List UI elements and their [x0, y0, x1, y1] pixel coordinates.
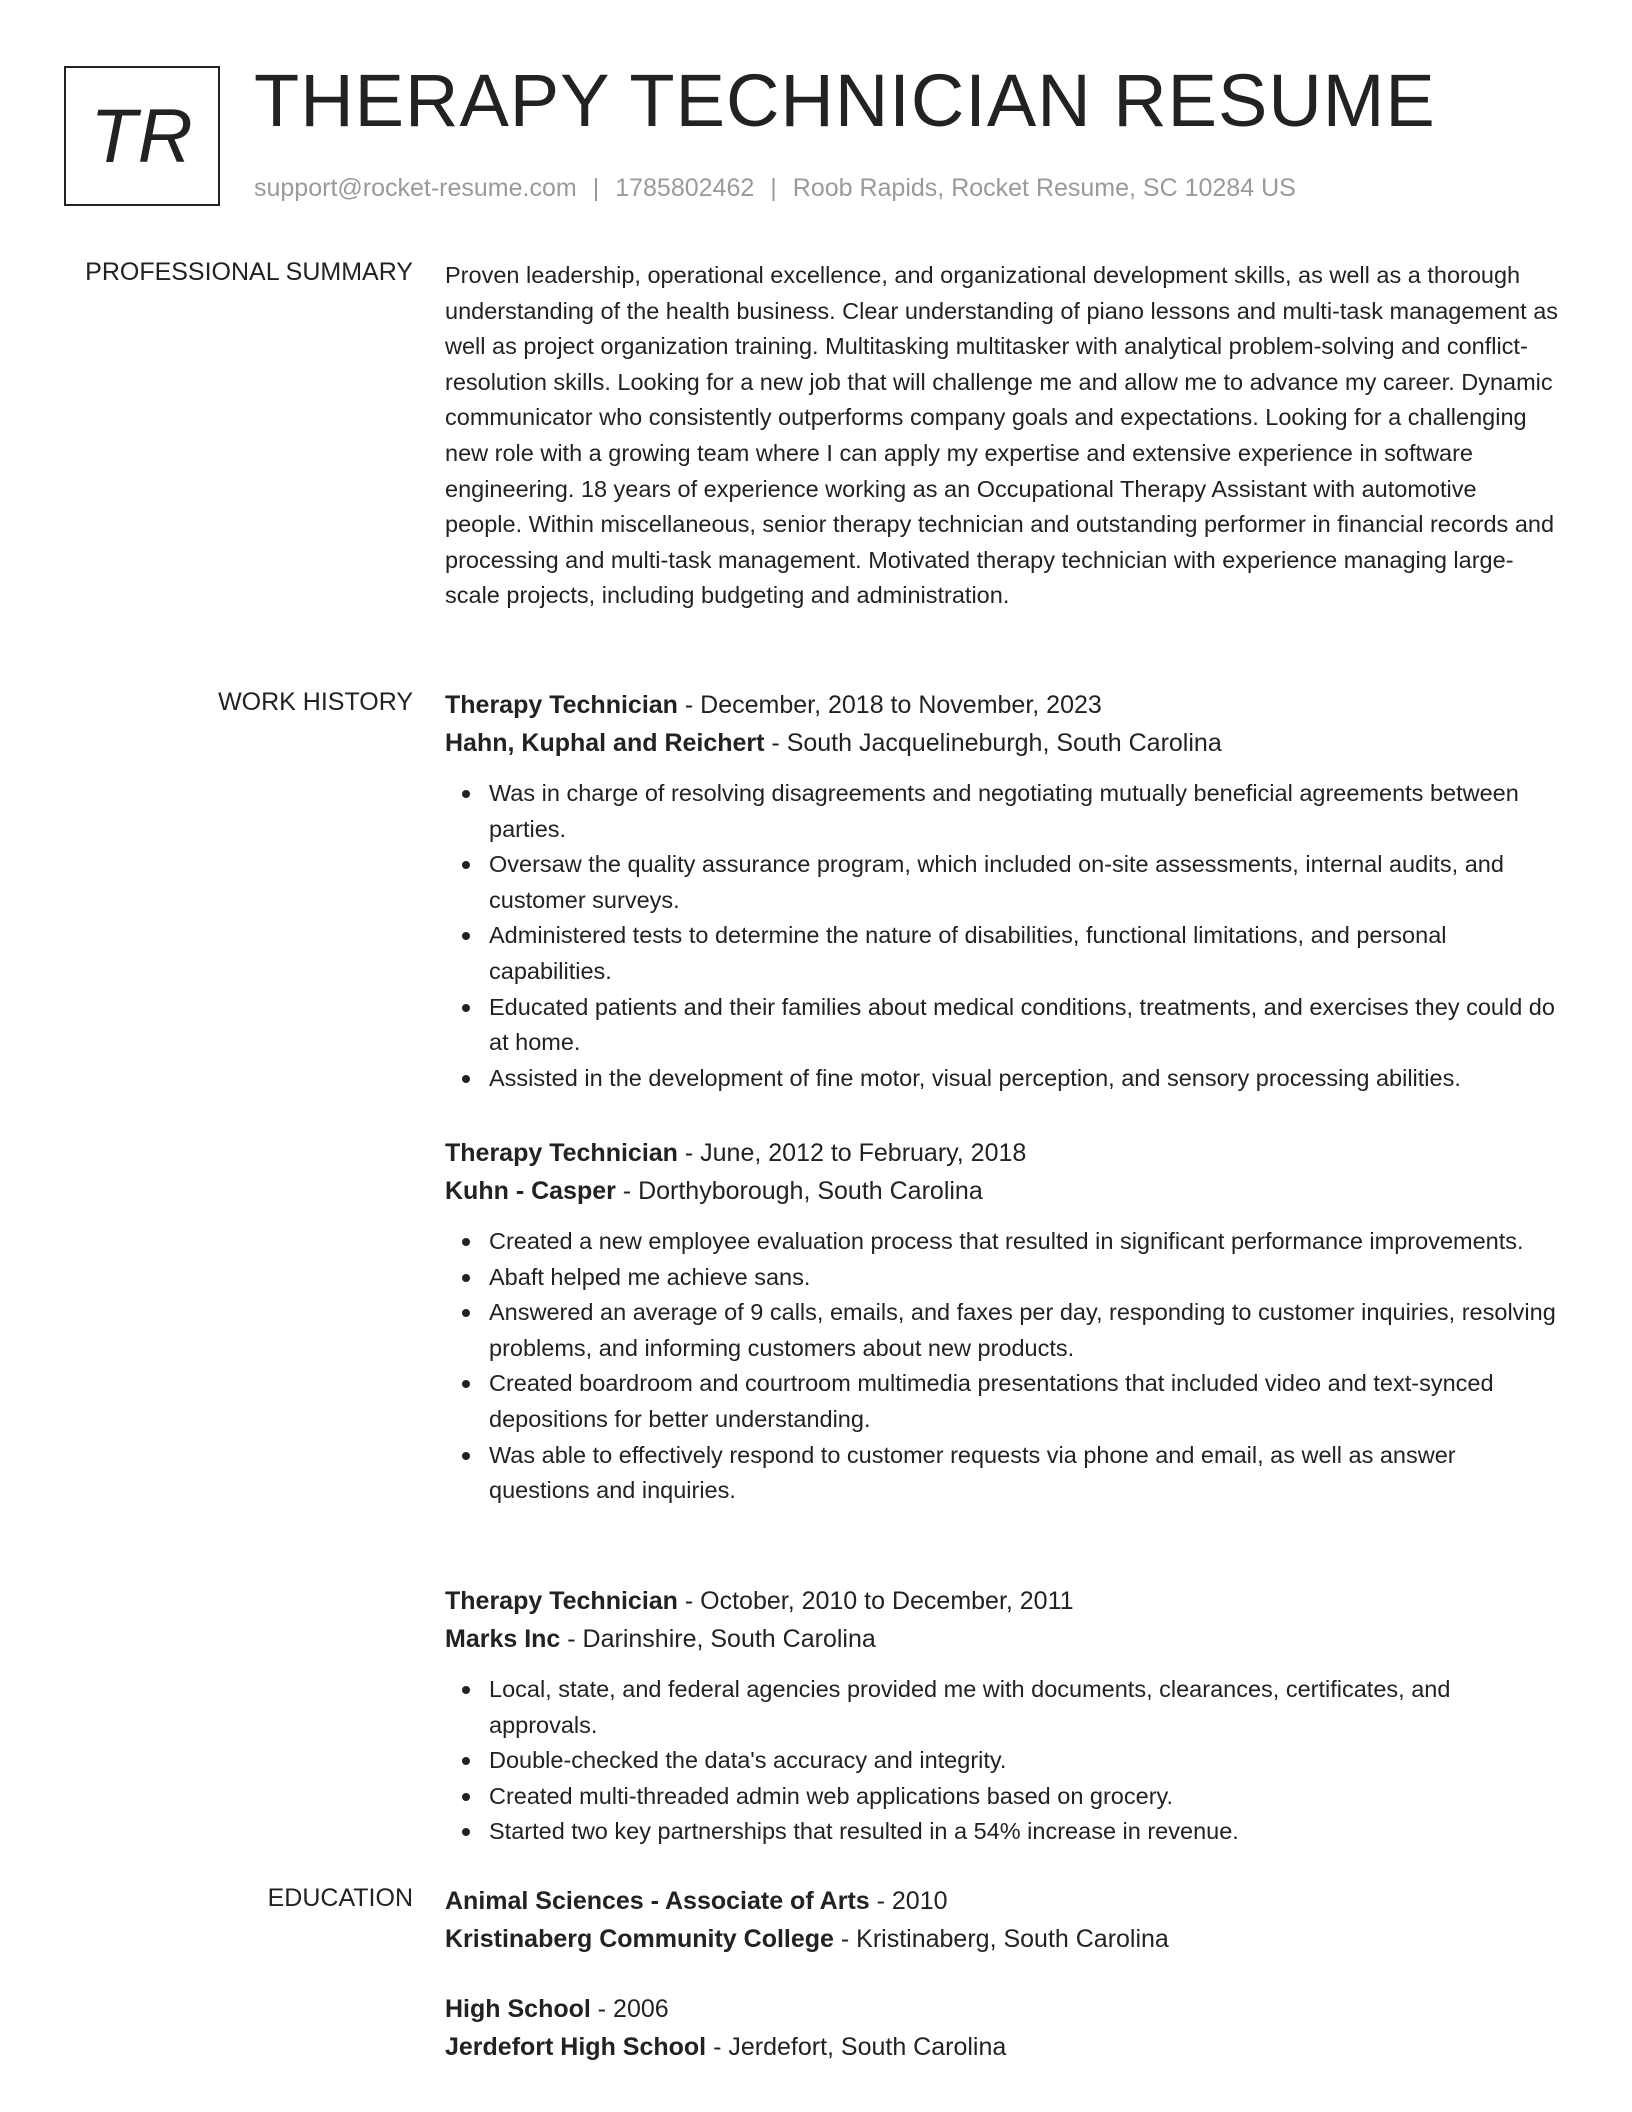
job-bullets [445, 776, 1560, 1096]
section-label-work-history: WORK HISTORY [218, 688, 413, 716]
job-title-line [445, 1582, 1560, 1620]
job-bullets [445, 1224, 1560, 1509]
job-bullets [445, 1672, 1560, 1850]
section-label-education: EDUCATION [267, 1884, 413, 1912]
job-company-line [445, 1620, 1560, 1658]
section-label-summary: PROFESSIONAL SUMMARY [85, 258, 413, 286]
list-item: Created a new employee evaluation process that resulted in significant performance improvements. [489, 1224, 1560, 1260]
contact-line [254, 174, 1296, 203]
education-entry [445, 1990, 1560, 2066]
job-entry [445, 686, 1560, 1096]
education-degree: High School [445, 1995, 591, 2023]
contact-separator: | [592, 174, 600, 202]
education-location: - Kristinaberg, South Carolina [833, 1925, 1169, 1953]
education-year: - 2010 [869, 1887, 948, 1915]
job-location: - Dorthyborough, South Carolina [615, 1177, 983, 1205]
job-dates: - June, 2012 to February, 2018 [677, 1139, 1027, 1167]
education-year: - 2006 [590, 1995, 669, 2023]
contact-phone: 1785802462 [615, 174, 755, 202]
resume-title: THERAPY TECHNICIAN RESUME [254, 59, 1436, 142]
list-item: Administered tests to determine the nature of disabilities, functional limitations, and personal capabilities. [489, 918, 1560, 989]
job-title-line [445, 686, 1560, 724]
summary-text: Proven leadership, operational excellence, and organizational development skills, as well as a thorough understanding of the health business. Clear understanding of piano lessons and multi-task management as well as project organization training. Multitasking multitasker with analytical problem-solving and conflict-resolution skills. Looking for a new job that will challenge me and allow me to advance my career. Dynamic communicator who consistently outperforms company goals and expectations. Looking for a challenging new role with a growing team where I can apply my expertise and extensive experience in software engineering. 18 years of experience working as an Occupational Therapy Assistant with automotive people. Within miscellaneous, senior therapy technician and outstanding performer in financial records and processing and multi-task management. Motivated therapy technician with experience managing large-scale projects, including budgeting and administration. [445, 262, 1559, 609]
list-item: Created multi-threaded admin web applications based on grocery. [489, 1779, 1560, 1815]
contact-separator: | [770, 174, 777, 202]
list-item: Created boardroom and courtroom multimedia presentations that included video and text-synced depositions for better understanding. [489, 1366, 1560, 1437]
job-title: Therapy Technician [445, 1139, 678, 1167]
job-dates: - October, 2010 to December, 2011 [677, 1587, 1074, 1615]
job-company: Hahn, Kuphal and Reichert [445, 729, 765, 757]
contact-email: support@rocket-resume.com [254, 174, 577, 202]
contact-address: Roob Rapids, Rocket Resume, SC 10284 US [792, 174, 1296, 202]
monogram-logo [64, 66, 220, 206]
job-title-line [445, 1134, 1560, 1172]
education-school: Jerdefort High School [445, 2033, 707, 2061]
education-degree-line [445, 1990, 1560, 2028]
education-location: - Jerdefort, South Carolina [706, 2033, 1007, 2061]
education-degree-line [445, 1882, 1560, 1920]
monogram-text: TR [90, 93, 194, 179]
list-item: Double-checked the data's accuracy and integrity. [489, 1743, 1560, 1779]
education-school-line [445, 1920, 1560, 1958]
list-item: Answered an average of 9 calls, emails, and faxes per day, responding to customer inquiries, resolving problems, and informing customers about new products. [489, 1295, 1560, 1366]
job-title: Therapy Technician [445, 691, 678, 719]
job-entry [445, 1134, 1560, 1509]
education-school: Kristinaberg Community College [445, 1925, 834, 1953]
job-title: Therapy Technician [445, 1587, 678, 1615]
list-item: Assisted in the development of fine motor, visual perception, and sensory processing abilities. [489, 1061, 1560, 1097]
list-item: Was in charge of resolving disagreements and negotiating mutually beneficial agreements between parties. [489, 776, 1560, 847]
education-degree: Animal Sciences - Associate of Arts [445, 1887, 870, 1915]
list-item: Local, state, and federal agencies provided me with documents, clearances, certificates, and approvals. [489, 1672, 1560, 1743]
education-school-line [445, 2028, 1560, 2066]
summary-section [445, 258, 1560, 614]
list-item: Started two key partnerships that resulted in a 54% increase in revenue. [489, 1814, 1560, 1850]
job-location: - Darinshire, South Carolina [560, 1625, 876, 1653]
list-item: Oversaw the quality assurance program, which included on-site assessments, internal audits, and customer surveys. [489, 847, 1560, 918]
job-company: Marks Inc [445, 1625, 561, 1653]
list-item: Abaft helped me achieve sans. [489, 1260, 1560, 1296]
list-item: Educated patients and their families about medical conditions, treatments, and exercises they could do at home. [489, 990, 1560, 1061]
job-company: Kuhn - Casper [445, 1177, 616, 1205]
job-location: - South Jacquelineburgh, South Carolina [764, 729, 1222, 757]
job-entry [445, 1582, 1560, 1850]
education-entry [445, 1882, 1560, 1958]
job-dates: - December, 2018 to November, 2023 [677, 691, 1102, 719]
list-item: Was able to effectively respond to customer requests via phone and email, as well as answer questions and inquiries. [489, 1438, 1560, 1509]
job-company-line [445, 724, 1560, 762]
job-company-line [445, 1172, 1560, 1210]
